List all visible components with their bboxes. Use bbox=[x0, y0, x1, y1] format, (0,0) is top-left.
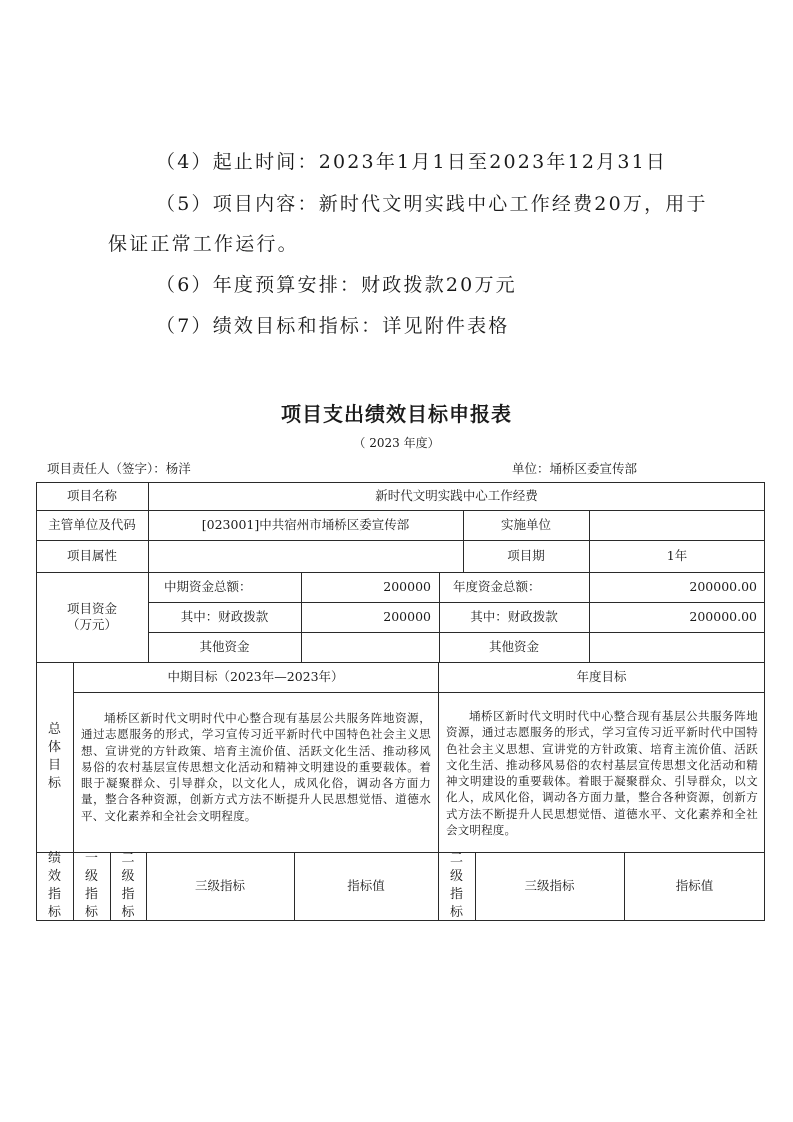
mid-goal-text: 埇桥区新时代文明时代中心整合现有基层公共服务阵地资源，通过志愿服务的形式，学习宣传习近平新时代中国特色社会主义思想、宣讲党的方针政策、培育主流价值、活跃文化生活、推动移风易俗的农村基层宣传思想文化活动和精神文明建设的重要载体。着眼于凝聚群众、引导群众，以文化人，成风化俗，调动各方面力量，整合各种资源，创新方式方法不断提升人民思想觉悟、道德水平、文化素养和全社会文明程度。 bbox=[81, 711, 431, 823]
level1-char: 一 bbox=[84, 851, 98, 866]
project-attr-value bbox=[148, 540, 463, 572]
annual-other-value bbox=[589, 632, 765, 662]
paragraph-project-content: （5）项目内容：新时代文明实践中心工作经费20万，用于 bbox=[156, 193, 708, 215]
overall-goals-char: 标 bbox=[47, 776, 61, 791]
level1-char: 指 bbox=[84, 887, 98, 902]
annual-fiscal-label: 其中：财政拨款 bbox=[470, 609, 558, 624]
project-attr-label: 项目属性 bbox=[66, 548, 117, 563]
impl-unit-value bbox=[589, 510, 765, 540]
overall-goals-char: 目 bbox=[47, 758, 61, 773]
indicator-value-label: 指标值 bbox=[347, 878, 385, 893]
level2-char: 二 bbox=[449, 851, 463, 866]
reporting-unit: 单位：埇桥区委宣传部 bbox=[512, 461, 638, 476]
level3-indicator-label: 三级指标 bbox=[194, 878, 245, 893]
funds-label-line2: （万元） bbox=[66, 617, 117, 632]
level2-char: 标 bbox=[121, 905, 135, 920]
level2-char: 标 bbox=[449, 905, 463, 920]
mid-fiscal-value: 200000 bbox=[383, 609, 431, 624]
annual-goal-header: 年度目标 bbox=[576, 669, 627, 684]
annual-goal-text: 埇桥区新时代文明时代中心整合现有基层公共服务阵地资源，通过志愿服务的形式，学习宣传习近平新时代中国特色社会主义思想、宣讲党的方针政策、培育主流价值、活跃文化生活、推动移风易俗的农村基层宣传思想文化活动和精神文明建设的重要载体。着眼于凝聚群众、引导群众，以文化人，成风化俗，调动各方面力量，整合各种资源，创新方式方法不断提升人民思想觉悟、道德水平、文化素养和全社会文明程度。 bbox=[446, 709, 758, 838]
annual-total-value: 200000.00 bbox=[689, 579, 757, 594]
project-name-value: 新时代文明实践中心工作经费 bbox=[375, 488, 538, 503]
level2-char: 级 bbox=[449, 869, 463, 884]
paragraph-project-content-cont: 保证正常工作运行。 bbox=[108, 233, 299, 255]
form-title: 项目支出绩效目标申报表 bbox=[281, 402, 512, 426]
performance-form-table bbox=[36, 482, 765, 921]
annual-other-label: 其他资金 bbox=[488, 639, 539, 654]
annual-total-label: 年度资金总额： bbox=[453, 579, 541, 594]
mid-fiscal-label: 其中：财政拨款 bbox=[180, 609, 269, 624]
overall-goals-char: 总 bbox=[47, 722, 61, 737]
project-period-value: 1年 bbox=[666, 548, 688, 563]
project-period-label: 项目期 bbox=[507, 548, 545, 563]
paragraph-annual-budget: （6）年度预算安排：财政拨款20万元 bbox=[156, 274, 517, 296]
level2-char: 二 bbox=[121, 851, 135, 866]
form-year: （ 2023 年度） bbox=[353, 436, 440, 450]
level2-char: 指 bbox=[121, 887, 135, 902]
indicator-value-label-right: 指标值 bbox=[675, 878, 714, 893]
paragraph-start-end-time: （4）起止时间：2023年1月1日至2023年12月31日 bbox=[156, 151, 668, 173]
level3-indicator-label-right: 三级指标 bbox=[524, 878, 575, 893]
dept-label: 主管单位及代码 bbox=[48, 517, 136, 532]
overall-goals-char: 体 bbox=[47, 740, 61, 755]
responsible-person: 项目责任人（签字）：杨洋 bbox=[47, 461, 191, 476]
mid-other-value bbox=[301, 632, 439, 662]
paragraph-performance-goals: （7）绩效目标和指标：详见附件表格 bbox=[156, 315, 510, 337]
funds-label bbox=[36, 572, 148, 662]
level1-char: 标 bbox=[84, 905, 98, 920]
impl-unit-label: 实施单位 bbox=[500, 517, 551, 532]
perf-char: 绩 bbox=[47, 851, 61, 866]
mid-other-label: 其他资金 bbox=[199, 639, 250, 654]
perf-indicators-label bbox=[36, 852, 73, 920]
overall-goals-label bbox=[36, 662, 73, 852]
level2-indicator-label bbox=[110, 852, 146, 920]
level2-indicator-label-right bbox=[438, 852, 475, 920]
mid-total-value: 200000 bbox=[383, 579, 431, 594]
funds-label-line1: 项目资金 bbox=[66, 601, 117, 616]
project-name-label: 项目名称 bbox=[66, 488, 117, 503]
annual-fiscal-value: 200000.00 bbox=[689, 609, 757, 624]
mid-goal-header: 中期目标（2023年—2023年） bbox=[167, 669, 344, 684]
level1-indicator-label bbox=[73, 852, 110, 920]
perf-char: 标 bbox=[47, 905, 61, 920]
level1-char: 级 bbox=[84, 869, 98, 884]
perf-char: 效 bbox=[47, 869, 61, 884]
mid-total-label: 中期资金总额： bbox=[164, 579, 252, 594]
level2-char: 级 bbox=[121, 869, 135, 884]
perf-char: 指 bbox=[47, 887, 61, 902]
dept-value: [023001]中共宿州市埇桥区委宣传部 bbox=[201, 517, 410, 532]
level2-char: 指 bbox=[449, 887, 463, 902]
